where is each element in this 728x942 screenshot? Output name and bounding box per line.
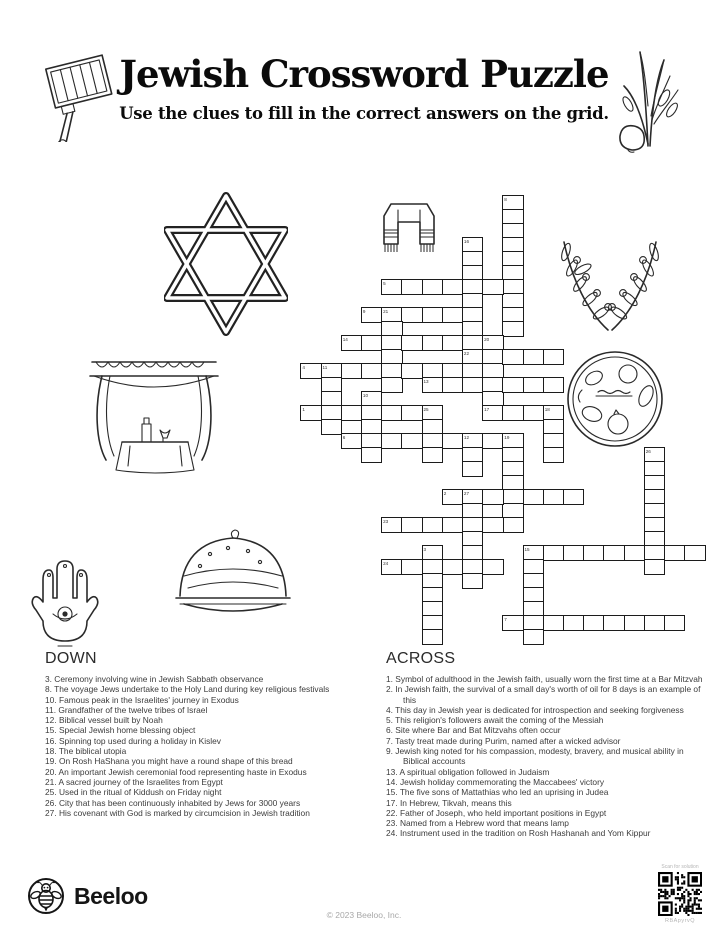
cell-number: 5 [383,280,386,286]
grid-cell[interactable] [401,363,423,378]
clue-item: 27. His covenant with God is marked by circumcision in Jewish tradition [45,807,310,818]
grid-cell[interactable] [462,461,484,476]
grid-cell[interactable] [523,629,545,644]
grid-cell[interactable] [502,321,524,336]
grid-cell[interactable] [401,279,423,294]
grid-cell[interactable] [381,405,403,420]
grid-cell[interactable] [502,517,524,532]
down-clue-list [45,674,363,818]
clue-item: 23. Named from a Hebrew word that means lamp [386,818,569,829]
clue-item: 15. The five sons of Mattathias who led an uprising in Judea [386,787,609,798]
clue-item: 1. Symbol of adulthood in the Jewish faith, usually worn the first time at a Bar Mitzvah [386,674,703,684]
grid-cell[interactable] [300,405,322,420]
grid-cell[interactable] [543,349,565,364]
cell-number: 25 [423,406,429,412]
grid-cell[interactable] [543,377,565,392]
clue-item: 7. Tasty treat made during Purim, named after a wicked advisor [386,735,621,746]
grid-cell[interactable] [523,489,545,504]
grid-cell[interactable] [684,545,706,560]
cell-number: 3 [423,546,427,552]
grid-cell[interactable] [422,307,444,322]
grid-cell[interactable] [401,307,423,322]
clue-item: 5. This religion's followers await the coming of the Messiah [386,715,604,726]
grid-cell[interactable] [583,545,605,560]
grid-cell[interactable] [381,433,403,448]
grid-cell[interactable] [422,447,444,462]
cell-number: 22 [463,350,470,356]
grid-cell[interactable] [603,545,625,560]
grid-cell[interactable] [401,405,423,420]
grid-cell[interactable] [341,433,363,448]
cell-number: 6 [342,434,346,440]
cell-number: 2 [443,490,447,496]
grid-cell[interactable] [462,377,484,392]
clue-item: 11. Grandfather of the twelve tribes of Israel [45,704,208,715]
grid-cell[interactable] [341,363,363,378]
clue-item: 10. Famous peak in the Israelites' journey in Exodus [45,694,239,705]
sukkah-icon [86,346,222,476]
olive-wreath-icon [550,236,670,338]
cell-number: 23 [383,518,389,524]
clue-item: 17. In Hebrew, Tikvah, means this [386,797,512,808]
star-of-david-icon [164,190,288,338]
grid-cell[interactable] [321,419,343,434]
grid-cell[interactable] [401,335,423,350]
grid-cell[interactable] [442,335,464,350]
cell-number: 27 [463,490,470,496]
cell-number: 24 [383,560,389,566]
grid-cell[interactable] [664,545,686,560]
down-clues-section [45,650,363,818]
clue-item: 6. Site where Bar and Bat Mitzvahs often occur [386,725,561,736]
cell-number: 20 [484,336,490,342]
cell-number: 4 [302,364,305,370]
grid-cell[interactable] [482,489,504,504]
cell-number: 19 [504,434,510,440]
grid-cell[interactable] [381,279,403,294]
grid-cell[interactable] [644,559,666,574]
clue-item: 20. An important Jewish ceremonial food representing haste in Exodus [45,766,307,777]
qr-code [658,872,702,921]
grid-cell[interactable] [361,335,383,350]
cell-number: 13 [423,378,429,384]
grid-cell[interactable] [543,447,565,462]
clue-item: 2. In Jewish faith, the survival of a small day's worth of oil for 8 days is an example of this [386,684,701,705]
grid-cell[interactable] [341,405,363,420]
grid-cell[interactable] [361,307,383,322]
cell-number: 7 [504,616,507,622]
grid-cell[interactable] [624,545,646,560]
page-title: Jewish Crossword Puzzle [119,52,609,96]
cell-number: 18 [544,406,550,412]
grid-cell[interactable] [624,615,646,630]
clue-item: 25. Used in the ritual of Kiddush on Friday night [45,787,222,798]
cell-number: 15 [524,546,530,552]
clue-item: 14. Jewish holiday commemorating the Maccabees' victory [386,776,605,787]
grid-cell[interactable] [664,615,686,630]
brand-name: Beeloo [74,882,148,909]
down-heading: DOWN [45,650,97,667]
across-clues-section [386,650,711,839]
grid-cell[interactable] [381,559,403,574]
grid-cell[interactable] [422,517,444,532]
clue-item: 19. On Rosh HaShana you might have a round shape of this bread [45,756,293,767]
grid-cell[interactable] [523,377,545,392]
lulav-etrog-icon [604,46,692,156]
grid-cell[interactable] [422,279,444,294]
grid-cell[interactable] [442,433,464,448]
grid-cell[interactable] [502,405,524,420]
grid-cell[interactable] [442,489,464,504]
grid-cell[interactable] [482,279,504,294]
grid-cell[interactable] [361,363,383,378]
grid-cell[interactable] [442,279,464,294]
clue-item: 4. This day in Jewish year is dedicated for introspection and seeking forgiveness [386,704,684,715]
cell-number: 14 [342,336,348,342]
qr-caption: Scan for solution [661,864,699,870]
grid-cell[interactable] [341,335,363,350]
grid-cell[interactable] [401,517,423,532]
grid-cell[interactable] [603,615,625,630]
grid-cell[interactable] [543,545,565,560]
grid-cell[interactable] [462,573,484,588]
clue-item: 26. City that has been continuously inhabited by Jews for 3000 years [45,797,301,808]
grogger-icon [24,44,122,142]
grid-cell[interactable] [422,335,444,350]
grid-cell[interactable] [543,489,565,504]
grid-cell[interactable] [381,377,403,392]
qr-id-text: RBApyrvQ [665,918,695,924]
grid-cell[interactable] [442,377,464,392]
cell-number: 11 [322,364,328,370]
copyright-text: © 2023 Beeloo, Inc. [326,910,402,920]
clue-item: 9. Jewish king noted for his compassion, modesty, bravery, and musical ability in Biblical accounts [386,746,684,767]
clue-item: 24. Instrument used in the tradition on Rosh Hashanah and Yom Kippur [386,828,651,839]
cell-number: 26 [645,448,651,454]
grid-cell[interactable] [300,363,322,378]
cell-number: 12 [463,434,470,440]
clue-item: 15. Special Jewish home blessing object [45,725,196,736]
cell-number: 9 [362,308,366,314]
grid-cell[interactable] [563,615,585,630]
seder-plate-icon [556,350,674,450]
grid-cell[interactable] [644,615,666,630]
across-clue-list [386,674,711,839]
grid-cell[interactable] [422,629,444,644]
grid-cell[interactable] [482,559,504,574]
grid-cell[interactable] [543,615,565,630]
cell-number: 1 [302,406,305,412]
grid-cell[interactable] [482,433,504,448]
grid-cell[interactable] [502,377,524,392]
clue-item: 8. The voyage Jews undertake to the Holy Land during key religious festivals [45,684,330,695]
grid-cell[interactable] [401,433,423,448]
grid-cell[interactable] [482,405,504,420]
clue-item: 21. A sacred journey of the Israelites from Egypt [45,776,223,787]
clue-item: 12. Biblical vessel built by Noah [45,715,163,726]
cell-number: 21 [383,308,389,314]
challah-icon [170,518,296,626]
clue-item: 18. The biblical utopia [45,746,127,757]
clue-item: 16. Spinning top used during a holiday in Kislev [45,735,221,746]
grid-cell[interactable] [381,517,403,532]
grid-cell[interactable] [523,405,545,420]
clue-item: 3. Ceremony involving wine in Jewish Sabbath observance [45,674,264,684]
grid-cell[interactable] [442,307,464,322]
grid-cell[interactable] [563,545,585,560]
grid-cell[interactable] [523,349,545,364]
grid-cell[interactable] [502,349,524,364]
cell-number: 16 [463,238,470,244]
grid-cell[interactable] [502,615,524,630]
grid-cell[interactable] [563,489,585,504]
page-subtitle: Use the clues to fill in the correct answers on the grid. [119,104,609,123]
grid-cell[interactable] [442,559,464,574]
grid-cell[interactable] [401,559,423,574]
across-heading: ACROSS [386,650,456,667]
grid-cell[interactable] [442,517,464,532]
clue-item: 22. Father of Joseph, who held important positions in Egypt [386,807,607,818]
hamsa-icon [28,556,102,654]
grid-cell[interactable] [361,447,383,462]
cell-number: 8 [504,196,507,202]
tallit-icon [381,200,437,256]
clue-item: 13. A spiritual obligation followed in Judaism [386,766,550,777]
grid-cell[interactable] [583,615,605,630]
grid-cell[interactable] [482,517,504,532]
cell-number: 10 [362,392,369,398]
cell-number: 17 [484,406,490,412]
grid-cell[interactable] [422,377,444,392]
